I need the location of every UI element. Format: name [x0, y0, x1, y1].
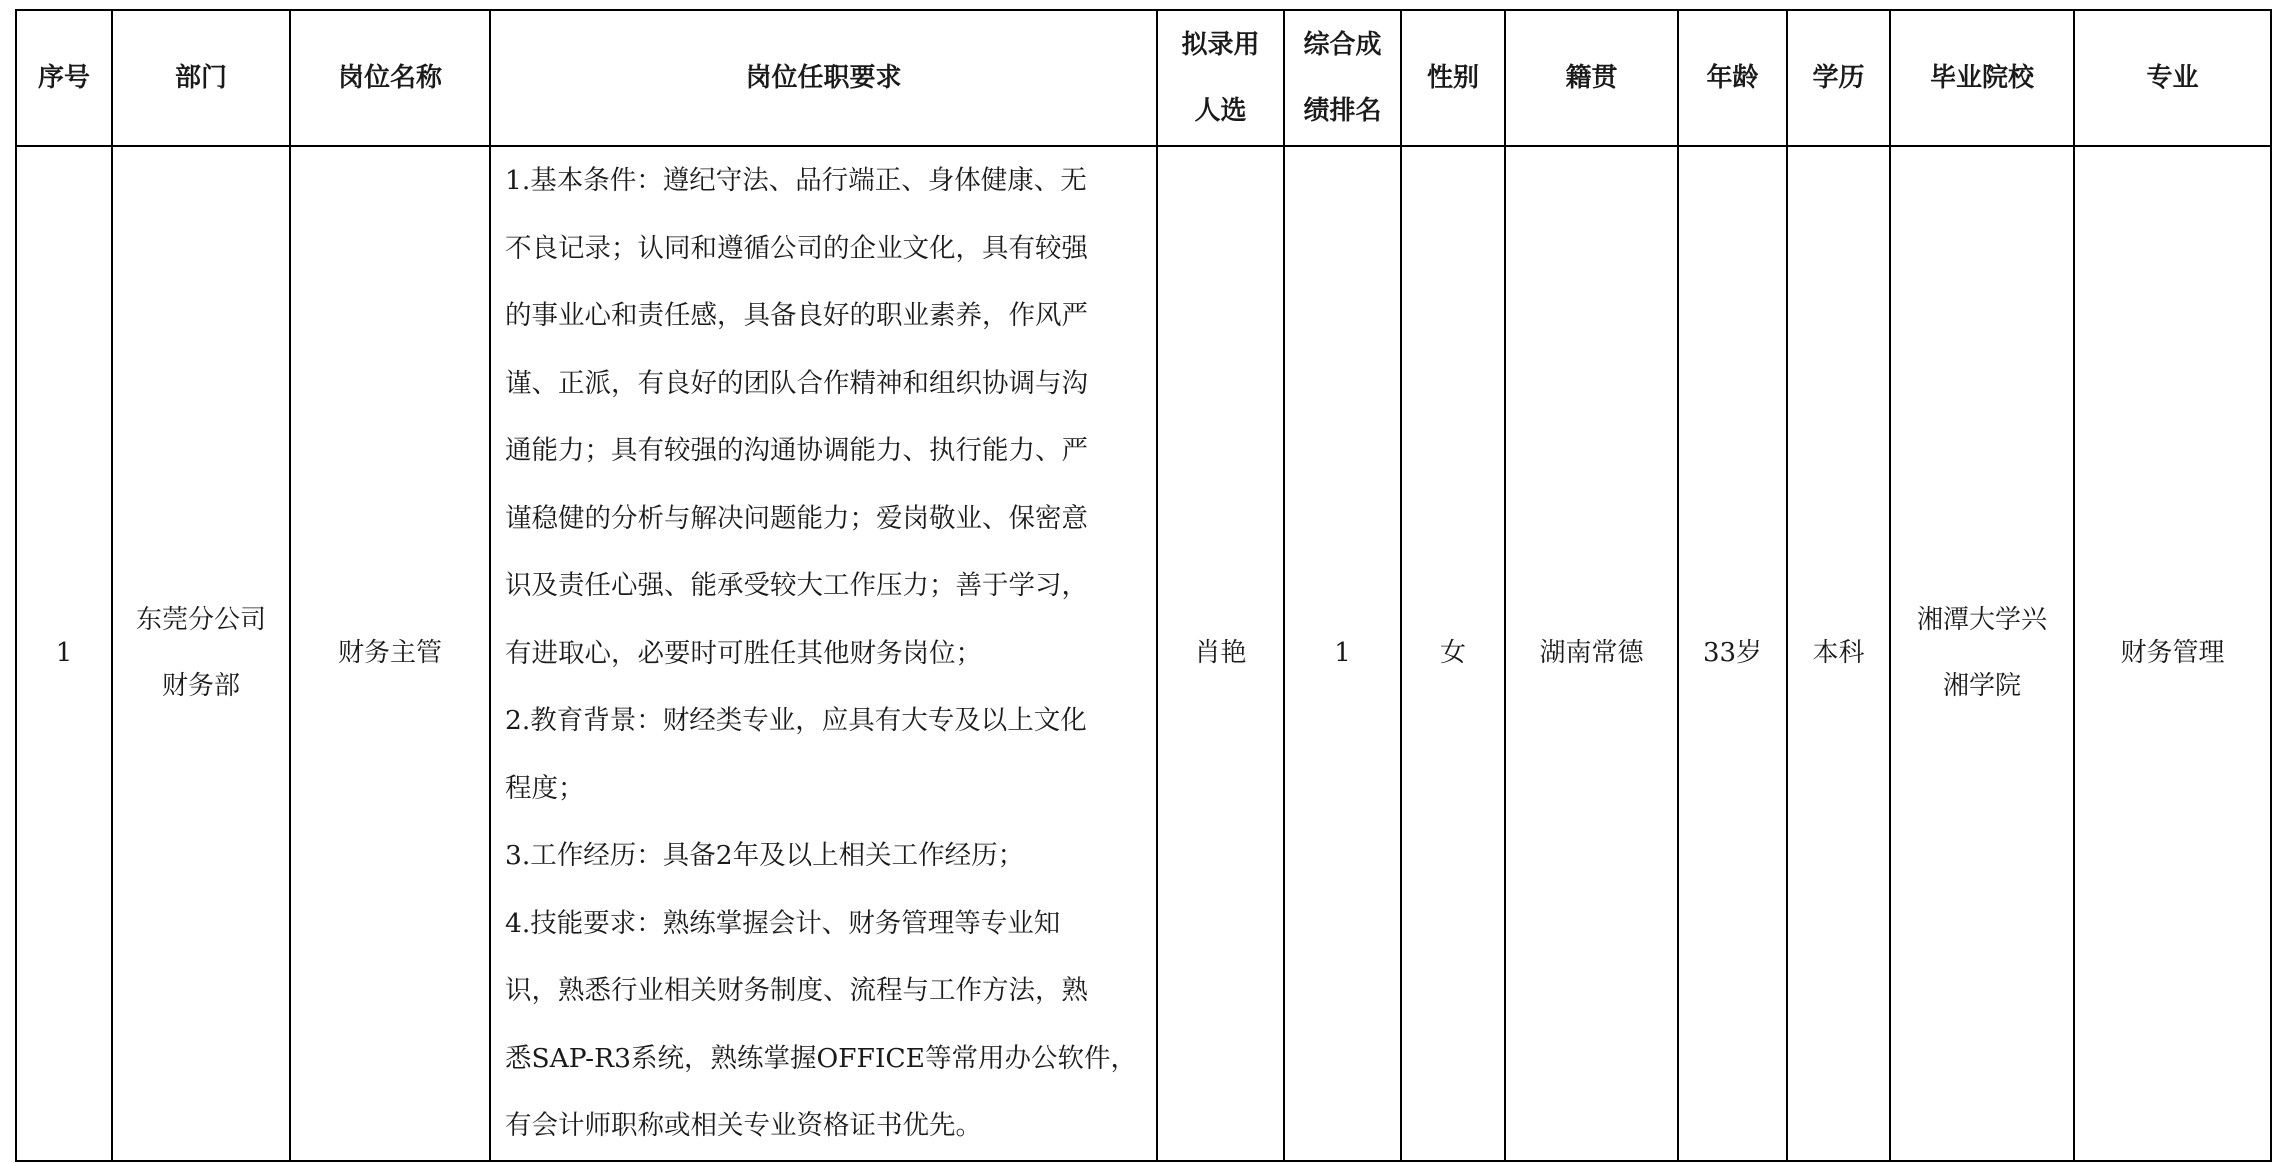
requirement-line: 通能力；具有较强的沟通协调能力、执行能力、严 — [505, 435, 1088, 466]
requirement-line: 识及责任心强、能承受较大工作压力；善于学习， — [505, 570, 1088, 601]
cell-no: 1 — [16, 146, 112, 1161]
requirement-line: 3.工作经历：具备2年及以上相关工作经历； — [505, 840, 1025, 871]
header-age: 年龄 — [1678, 10, 1787, 146]
header-gender: 性别 — [1401, 10, 1505, 146]
cell-dept-line1: 东莞分公司 — [135, 605, 266, 636]
requirement-line: 程度； — [505, 772, 585, 804]
header-rank-line1: 综合成 — [1303, 30, 1382, 60]
cell-dept — [112, 146, 290, 1161]
cell-school — [1890, 146, 2074, 1161]
header-education: 学历 — [1787, 10, 1890, 146]
header-native: 籍贯 — [1505, 10, 1678, 146]
requirement-line: 的事业心和责任感，具备良好的职业素养，作风严 — [505, 300, 1088, 331]
header-row — [16, 10, 2271, 146]
cell-major: 财务管理 — [2074, 146, 2271, 1161]
header-school: 毕业院校 — [1890, 10, 2074, 146]
requirement-line: 有进取心，必要时可胜任其他财务岗位； — [505, 637, 982, 669]
cell-gender: 女 — [1401, 146, 1505, 1161]
requirement-line: 谨、正派，有良好的团队合作精神和组织协调与沟 — [505, 367, 1088, 399]
requirement-line: 谨稳健的分析与解决问题能力；爱岗敬业、保密意 — [505, 502, 1088, 534]
header-dept: 部门 — [112, 10, 290, 146]
requirement-line: 有会计师职称或相关专业资格证书优先。 — [505, 1110, 982, 1141]
requirement-line: 识，熟悉行业相关财务制度、流程与工作方法，熟 — [505, 975, 1088, 1006]
cell-age: 33岁 — [1678, 146, 1787, 1161]
header-candidate-line1: 拟录用 — [1181, 30, 1260, 60]
cell-candidate: 肖艳 — [1157, 146, 1284, 1161]
header-requirements: 岗位任职要求 — [490, 10, 1157, 146]
header-position: 岗位名称 — [290, 10, 490, 146]
recruitment-table — [15, 9, 2272, 1162]
cell-requirements — [490, 146, 1157, 1161]
cell-position: 财务主管 — [290, 146, 490, 1161]
cell-rank: 1 — [1284, 146, 1401, 1161]
cell-school-line1: 湘潭大学兴 — [1916, 605, 2047, 636]
header-rank — [1284, 10, 1401, 146]
cell-education: 本科 — [1787, 146, 1890, 1161]
requirement-line: 不良记录；认同和遵循公司的企业文化，具有较强 — [505, 232, 1088, 264]
table-row — [16, 146, 2271, 1161]
cell-native: 湖南常德 — [1505, 146, 1678, 1161]
header-candidate — [1157, 10, 1284, 146]
requirement-line: 悉SAP-R3系统，熟练掌握OFFICE等常用办公软件， — [505, 1042, 1138, 1074]
header-candidate-line2: 人选 — [1194, 96, 1247, 126]
header-rank-line2: 绩排名 — [1303, 96, 1382, 126]
requirement-line: 1.基本条件：遵纪守法、品行端正、身体健康、无 — [505, 165, 1087, 196]
header-no: 序号 — [16, 10, 112, 146]
requirement-line: 4.技能要求：熟练掌握会计、财务管理等专业知 — [505, 907, 1061, 939]
header-major: 专业 — [2074, 10, 2271, 146]
cell-dept-line2: 财务部 — [161, 671, 240, 702]
cell-school-line2: 湘学院 — [1942, 671, 2021, 702]
requirement-line: 2.教育背景：财经类专业，应具有大专及以上文化 — [505, 705, 1087, 736]
